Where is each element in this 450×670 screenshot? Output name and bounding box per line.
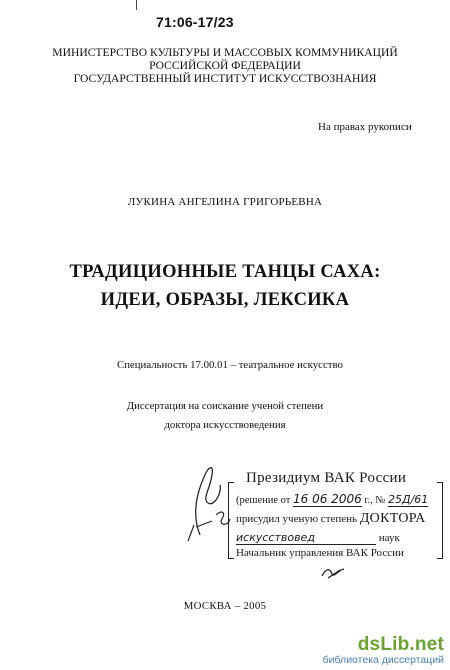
- dissertation-title: [0, 258, 450, 314]
- title-line: ТРАДИЦИОННЫЕ ТАНЦЫ САХА:: [69, 262, 381, 282]
- specialty: Специальность 17.00.01 – театральное искусство: [117, 359, 343, 371]
- author-name: ЛУКИНА АНГЕЛИНА ГРИГОРЬЕВНА: [127, 196, 323, 208]
- watermark-subtitle: библиотека диссертаций: [322, 654, 444, 666]
- ministry-line: МИНИСТЕРСТВО КУЛЬТУРЫ И МАССОВЫХ КОММУНИКАЦИЙ: [52, 46, 398, 59]
- stamp-heading: Президиум ВАК России: [246, 470, 407, 486]
- stamp-decision-year-suffix: г., №: [364, 495, 386, 506]
- stamp-decision-prefix: (решение от: [236, 495, 291, 506]
- chief-signature: [318, 566, 348, 580]
- stamp-bracket-right: [437, 482, 443, 559]
- degree-line: доктора искусствоведения: [164, 419, 286, 431]
- degree-statement: [0, 397, 450, 435]
- scan-mark: [136, 0, 137, 10]
- stamp-decision-date: 16 06 2006: [293, 492, 362, 506]
- stamp-field-line: [236, 531, 400, 545]
- stamp-decision-line: [236, 492, 428, 507]
- ministry-line: ГОСУДАРСТВЕННЫЙ ИНСТИТУТ ИСКУССТВОЗНАНИЯ: [73, 72, 377, 85]
- ministry-header: [20, 46, 430, 85]
- title-line: ИДЕИ, ОБРАЗЫ, ЛЕКСИКА: [100, 290, 350, 310]
- vak-stamp: [228, 464, 443, 564]
- stamp-degree: ДОКТОРА: [359, 511, 426, 526]
- stamp-chief: Начальник управления ВАК России: [236, 547, 404, 559]
- stamp-bracket-left: [228, 482, 234, 559]
- watermark: [323, 634, 444, 666]
- stamp-degree-prefix: присудил ученую степень: [236, 513, 358, 525]
- rights-note: На правах рукописи: [318, 121, 412, 133]
- archive-code: 71:06-17/23: [156, 14, 234, 30]
- watermark-logo: dsLib.net: [357, 634, 444, 655]
- stamp-field-handwritten: искусствовед: [236, 531, 376, 545]
- stamp-decision-number: 25Д/61: [388, 493, 429, 506]
- degree-line: Диссертация на соискание ученой степени: [126, 400, 324, 412]
- stamp-degree-line: [236, 511, 426, 527]
- city-year: МОСКВА – 2005: [183, 600, 267, 612]
- stamp-field-suffix: наук: [378, 532, 400, 544]
- ministry-line: РОССИЙСКОЙ ФЕДЕРАЦИИ: [149, 59, 301, 72]
